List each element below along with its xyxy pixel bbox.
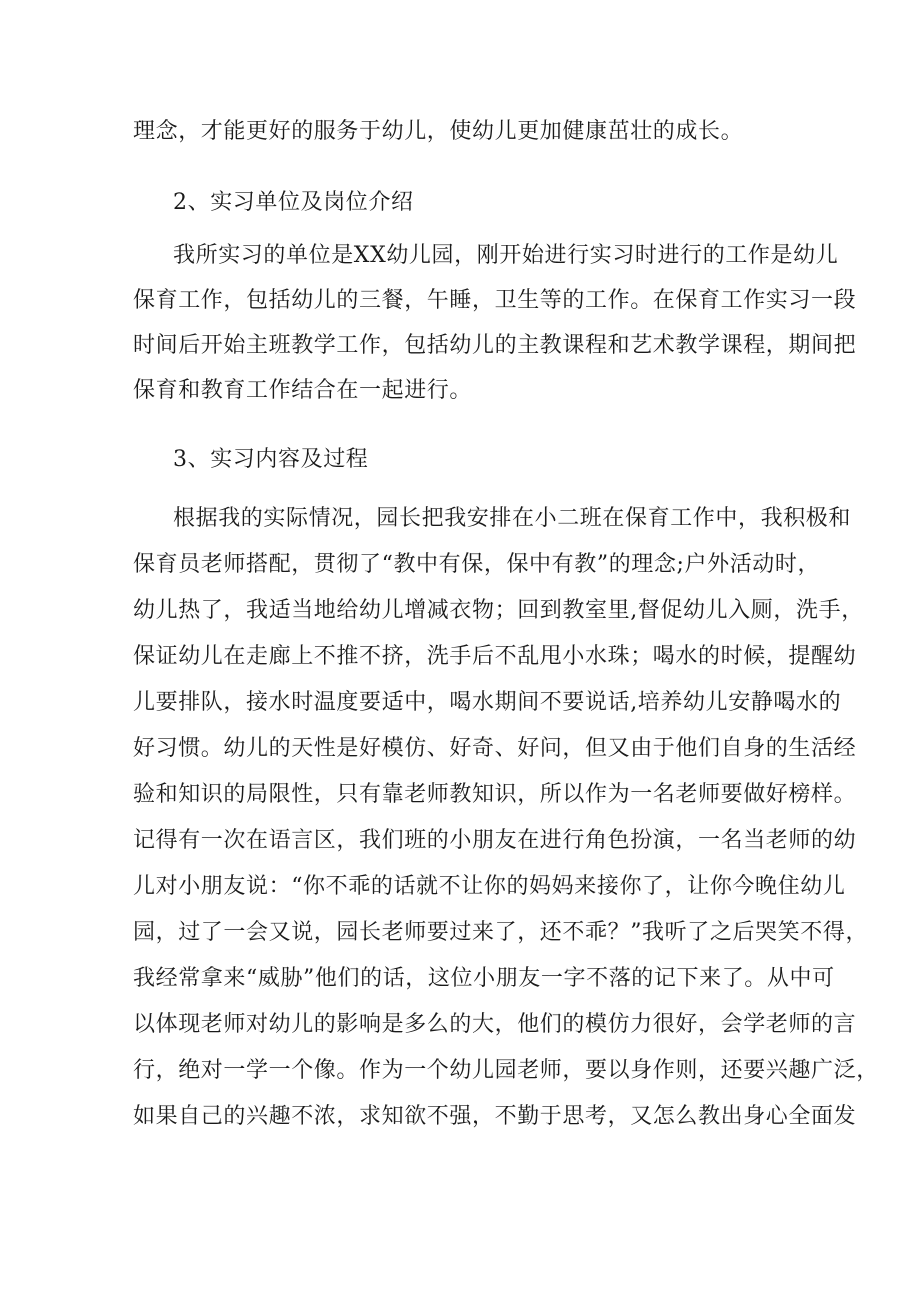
text-line-16: 儿对小朋友说：“你不乖的话就不让你的妈妈来接你了，让你今晚住幼儿 — [133, 874, 846, 899]
text-line-5: 时间后开始主班教学工作，包括幼儿的主教课程和艺术教学课程，期间把 — [133, 333, 857, 358]
text-line-15: 记得有一次在语言区，我们班的小朋友在进行角色扮演，一名当老师的幼 — [133, 828, 857, 853]
text-line-14: 验和知识的局限性，只有靠老师教知识，所以作为一名老师要做好榜样。 — [133, 782, 857, 807]
text-line-20: 行，绝对一学一个像。作为一个幼儿园老师，要以身作则，还要兴趣广泛， — [133, 1058, 879, 1083]
text-line-21: 如果自己的兴趣不浓，求知欲不强，不勤于思考，又怎么教出身心全面发 — [133, 1104, 857, 1129]
text-line-6: 保育和教育工作结合在一起进行。 — [133, 378, 473, 403]
text-line-8: 根据我的实际情况，园长把我安排在小二班在保育工作中，我积极和 — [173, 506, 852, 531]
text-line-13: 好习惯。幼儿的天性是好模仿、好奇、好问，但又由于他们自身的生活经 — [133, 736, 857, 761]
text-line-10: 幼儿热了，我适当地给幼儿增减衣物；回到教室里,督促幼儿入厕，洗手， — [133, 598, 864, 623]
text-line-11: 保证幼儿在走廊上不推不挤，洗手后不乱甩小水珠；喝水的时候，提醒幼 — [133, 644, 857, 669]
text-line-18: 我经常拿来“威胁”他们的话，这位小朋友一字不落的记下来了。从中可 — [133, 966, 835, 991]
text-line-12: 儿要排队，接水时温度要适中，喝水期间不要说话,培养幼儿安静喝水的 — [133, 690, 842, 715]
section-heading-2: 2、实习单位及岗位介绍 — [173, 190, 414, 215]
text-line-1: 理念，才能更好的服务于幼儿，使幼儿更加健康茁壮的成长。 — [133, 119, 744, 144]
text-line-19: 以体现老师对幼儿的影响是多么的大，他们的模仿力很好，会学老师的言 — [133, 1012, 857, 1037]
text-line-3: 我所实习的单位是XX幼儿园，刚开始进行实习时进行的工作是幼儿 — [173, 243, 839, 268]
text-line-17: 园，过了一会又说，园长老师要过来了，还不乖？”我听了之后哭笑不得， — [133, 920, 869, 945]
text-line-4: 保育工作，包括幼儿的三餐，午睡，卫生等的工作。在保育工作实习一段 — [133, 288, 857, 313]
text-line-9: 保育员老师搭配，贯彻了“教中有保，保中有教”的理念;户外活动时， — [133, 552, 821, 577]
section-heading-3: 3、实习内容及过程 — [173, 447, 369, 472]
